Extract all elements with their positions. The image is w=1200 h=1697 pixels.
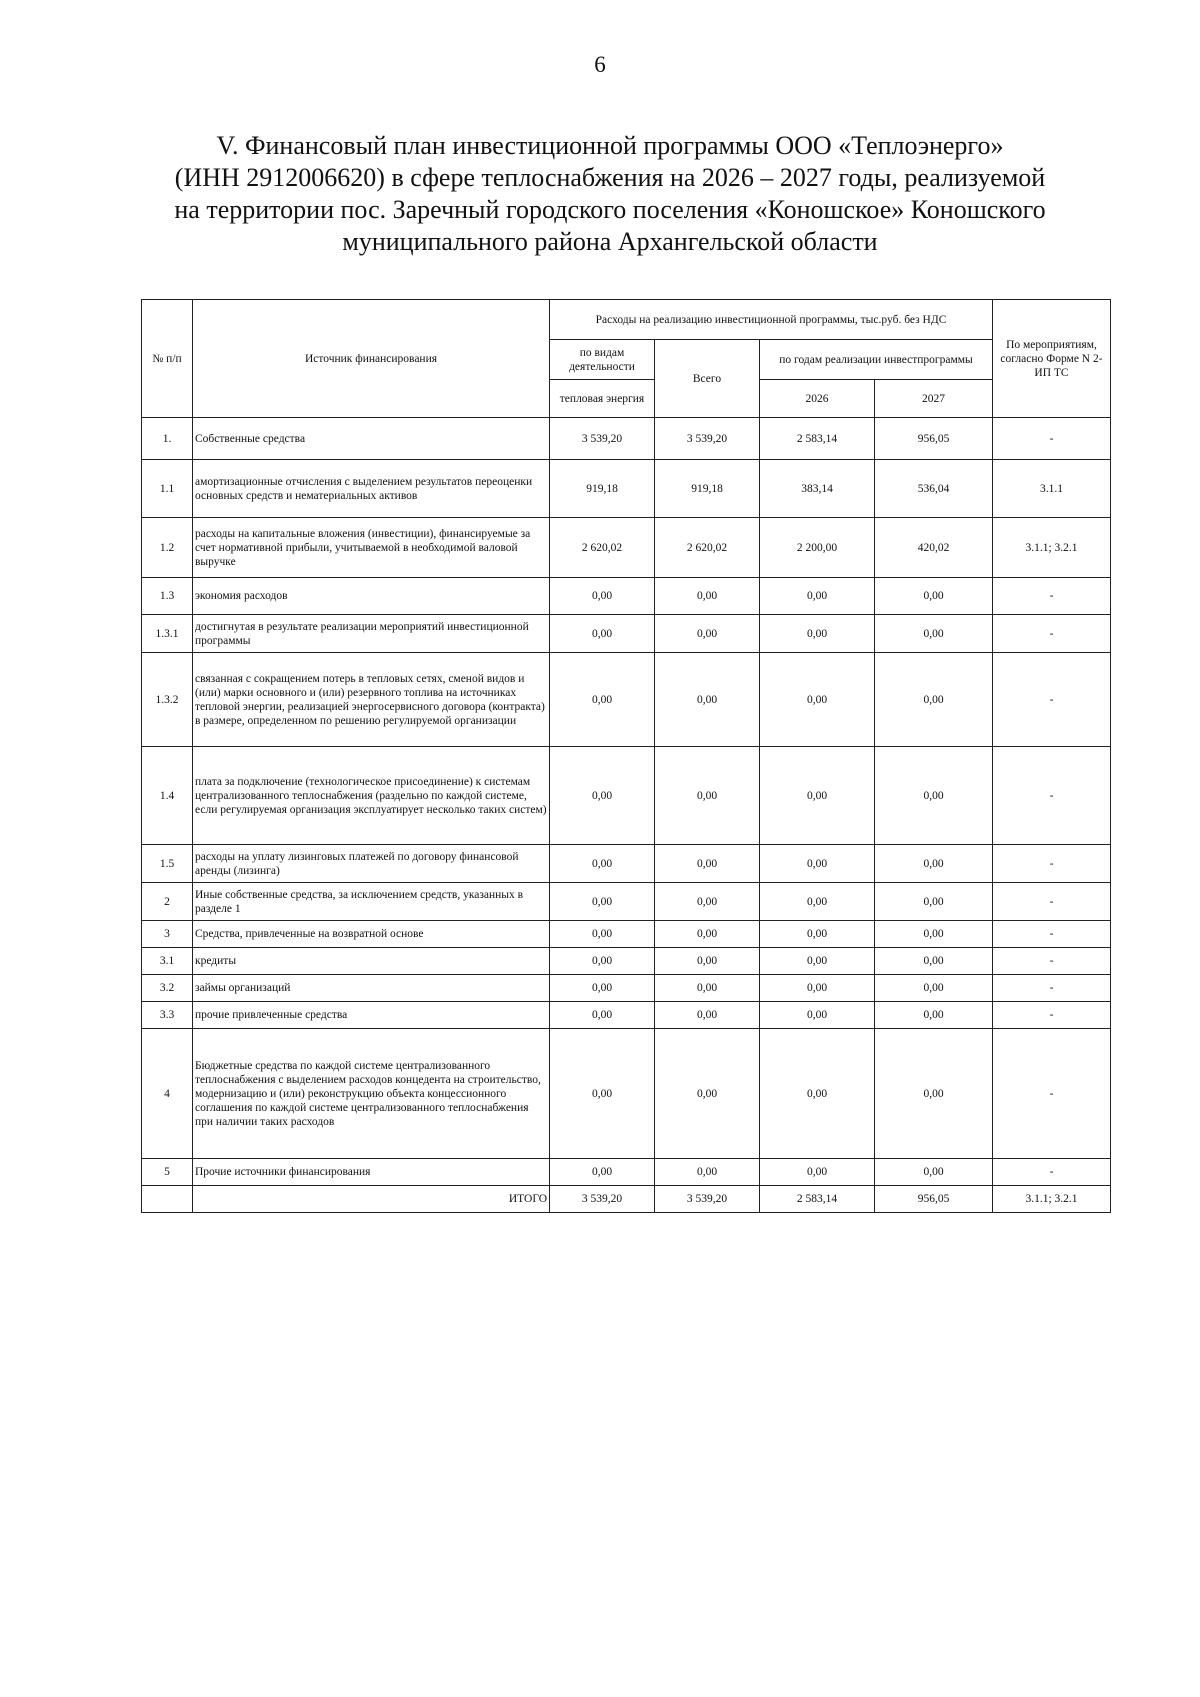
row-heat-energy: 0,00: [550, 578, 655, 615]
row-2026: 0,00: [760, 747, 875, 845]
header-measures: По мероприятиям, согласно Форме N 2-ИП ТС: [993, 300, 1111, 418]
row-measures: -: [993, 948, 1111, 975]
table-row: [142, 921, 1111, 948]
header-heat-energy: тепловая энергия: [550, 380, 655, 418]
row-source: плата за подключение (технологическое присоединение) к системам централизованного теплоснабжения (раздельно по каждой системе, если регулируемая организация эксплуатирует несколько таких систем): [193, 747, 550, 845]
row-2027: 0,00: [875, 883, 993, 921]
row-heat-energy: 919,18: [550, 460, 655, 518]
total-label: ИТОГО: [193, 1186, 550, 1213]
row-num: 1.1: [142, 460, 193, 518]
total-row-num: [142, 1186, 193, 1213]
row-measures: -: [993, 1002, 1111, 1029]
row-2026: 0,00: [760, 921, 875, 948]
row-2026: 383,14: [760, 460, 875, 518]
row-2026: 0,00: [760, 883, 875, 921]
total-total: 3 539,20: [655, 1186, 760, 1213]
total-row: [142, 1186, 1111, 1213]
page-number: 6: [594, 52, 606, 77]
row-num: 1.3.1: [142, 615, 193, 653]
row-source: расходы на уплату лизинговых платежей по договору финансовой аренды (лизинга): [193, 845, 550, 883]
row-measures: 3.1.1; 3.2.1: [993, 518, 1111, 578]
row-heat-energy: 0,00: [550, 1002, 655, 1029]
table-row: [142, 948, 1111, 975]
table-row: [142, 1029, 1111, 1159]
row-source: Средства, привлеченные на возвратной основе: [193, 921, 550, 948]
row-heat-energy: 0,00: [550, 1029, 655, 1159]
row-total: 0,00: [655, 1159, 760, 1186]
row-heat-energy: 0,00: [550, 883, 655, 921]
row-total: 0,00: [655, 948, 760, 975]
row-source: расходы на капитальные вложения (инвестиции), финансируемые за счет нормативной прибыли, учитываемой в необходимой валовой выручке: [193, 518, 550, 578]
row-2027: 0,00: [875, 653, 993, 747]
row-measures: -: [993, 975, 1111, 1002]
total-measures: 3.1.1; 3.2.1: [993, 1186, 1111, 1213]
row-2027: 536,04: [875, 460, 993, 518]
row-2027: 0,00: [875, 1029, 993, 1159]
row-heat-energy: 0,00: [550, 921, 655, 948]
table-row: [142, 418, 1111, 460]
page-title: [130, 130, 1090, 258]
row-2026: 0,00: [760, 975, 875, 1002]
row-2027: 0,00: [875, 578, 993, 615]
financial-plan-table: [141, 299, 1111, 1213]
row-measures: -: [993, 921, 1111, 948]
row-num: 1.5: [142, 845, 193, 883]
row-source: связанная с сокращением потерь в тепловых сетях, сменой видов и (или) марки основного и (или) резервного топлива на источниках тепловой энергии, реализацией энергосервисного договора (контракта) в размере, определенном по решению регулируемой организации: [193, 653, 550, 747]
row-num: 2: [142, 883, 193, 921]
row-heat-energy: 0,00: [550, 975, 655, 1002]
row-measures: -: [993, 883, 1111, 921]
row-heat-energy: 0,00: [550, 653, 655, 747]
row-2027: 0,00: [875, 921, 993, 948]
header-year-2026: 2026: [760, 380, 875, 418]
header-expenses: Расходы на реализацию инвестиционной программы, тыс.руб. без НДС: [550, 300, 993, 340]
table-row: [142, 653, 1111, 747]
header-num: № п/п: [142, 300, 193, 418]
row-measures: -: [993, 615, 1111, 653]
row-2027: 0,00: [875, 845, 993, 883]
row-2026: 0,00: [760, 1159, 875, 1186]
row-total: 0,00: [655, 1029, 760, 1159]
row-total: 0,00: [655, 1002, 760, 1029]
row-measures: -: [993, 1029, 1111, 1159]
header-by-years: по годам реализации инвестпрограммы: [760, 340, 993, 380]
table-row: [142, 460, 1111, 518]
table-row: [142, 883, 1111, 921]
title-line: V. Финансовый план инвестиционной программы ООО «Теплоэнерго»: [216, 131, 1004, 160]
row-2027: 0,00: [875, 1159, 993, 1186]
header-total: Всего: [655, 340, 760, 418]
row-source: кредиты: [193, 948, 550, 975]
row-measures: -: [993, 418, 1111, 460]
table-row: [142, 578, 1111, 615]
table-row: [142, 845, 1111, 883]
row-num: 5: [142, 1159, 193, 1186]
row-2027: 0,00: [875, 1002, 993, 1029]
row-num: 1.3: [142, 578, 193, 615]
row-total: 0,00: [655, 653, 760, 747]
row-num: 1.: [142, 418, 193, 460]
row-2027: 956,05: [875, 418, 993, 460]
row-source: Бюджетные средства по каждой системе централизованного теплоснабжения с выделением расходов концедента на строительство, модернизацию и (или) реконструкцию объекта концессионного соглашения по каждой системе централизованного теплоснабжения при наличии таких расходов: [193, 1029, 550, 1159]
row-measures: -: [993, 1159, 1111, 1186]
table-row: [142, 747, 1111, 845]
row-2026: 0,00: [760, 1002, 875, 1029]
row-total: 0,00: [655, 975, 760, 1002]
row-total: 0,00: [655, 921, 760, 948]
row-total: 0,00: [655, 615, 760, 653]
row-num: 3.2: [142, 975, 193, 1002]
row-source: прочие привлеченные средства: [193, 1002, 550, 1029]
row-heat-energy: 0,00: [550, 948, 655, 975]
row-heat-energy: 0,00: [550, 747, 655, 845]
row-total: 2 620,02: [655, 518, 760, 578]
row-total: 3 539,20: [655, 418, 760, 460]
row-2026: 0,00: [760, 845, 875, 883]
row-source: Иные собственные средства, за исключением средств, указанных в разделе 1: [193, 883, 550, 921]
row-source: амортизационные отчисления с выделением результатов переоценки основных средств и нематериальных активов: [193, 460, 550, 518]
row-2027: 0,00: [875, 948, 993, 975]
title-line: (ИНН 2912006620) в сфере теплоснабжения на 2026 – 2027 годы, реализуемой: [174, 163, 1046, 192]
row-source: достигнутая в результате реализации мероприятий инвестиционной программы: [193, 615, 550, 653]
row-2026: 0,00: [760, 948, 875, 975]
row-measures: -: [993, 747, 1111, 845]
row-source: Собственные средства: [193, 418, 550, 460]
title-line: на территории пос. Заречный городского поселения «Коношское» Коношского: [174, 195, 1046, 224]
row-2026: 0,00: [760, 615, 875, 653]
row-total: 0,00: [655, 883, 760, 921]
row-2026: 2 583,14: [760, 418, 875, 460]
row-heat-energy: 0,00: [550, 615, 655, 653]
total-2027: 956,05: [875, 1186, 993, 1213]
row-2027: 420,02: [875, 518, 993, 578]
row-2026: 2 200,00: [760, 518, 875, 578]
row-heat-energy: 3 539,20: [550, 418, 655, 460]
table-row: [142, 615, 1111, 653]
row-measures: -: [993, 578, 1111, 615]
row-num: 1.3.2: [142, 653, 193, 747]
total-heat-energy: 3 539,20: [550, 1186, 655, 1213]
row-measures: 3.1.1: [993, 460, 1111, 518]
row-total: 0,00: [655, 747, 760, 845]
row-2026: 0,00: [760, 578, 875, 615]
row-source: займы организаций: [193, 975, 550, 1002]
table-row: [142, 518, 1111, 578]
row-2026: 0,00: [760, 1029, 875, 1159]
row-total: 919,18: [655, 460, 760, 518]
table-row: [142, 1159, 1111, 1186]
row-source: Прочие источники финансирования: [193, 1159, 550, 1186]
total-2026: 2 583,14: [760, 1186, 875, 1213]
row-source: экономия расходов: [193, 578, 550, 615]
row-num: 3: [142, 921, 193, 948]
row-measures: -: [993, 845, 1111, 883]
row-num: 1.4: [142, 747, 193, 845]
table-row: [142, 1002, 1111, 1029]
row-num: 3.1: [142, 948, 193, 975]
row-heat-energy: 2 620,02: [550, 518, 655, 578]
row-heat-energy: 0,00: [550, 845, 655, 883]
row-2027: 0,00: [875, 975, 993, 1002]
table-row: [142, 975, 1111, 1002]
row-heat-energy: 0,00: [550, 1159, 655, 1186]
header-by-activity: по видам деятельности: [550, 340, 655, 380]
header-year-2027: 2027: [875, 380, 993, 418]
row-num: 3.3: [142, 1002, 193, 1029]
row-measures: -: [993, 653, 1111, 747]
row-num: 1.2: [142, 518, 193, 578]
header-source: Источник финансирования: [193, 300, 550, 418]
row-total: 0,00: [655, 578, 760, 615]
row-total: 0,00: [655, 845, 760, 883]
row-2026: 0,00: [760, 653, 875, 747]
row-2027: 0,00: [875, 615, 993, 653]
row-num: 4: [142, 1029, 193, 1159]
title-line: муниципального района Архангельской области: [342, 227, 878, 256]
row-2027: 0,00: [875, 747, 993, 845]
